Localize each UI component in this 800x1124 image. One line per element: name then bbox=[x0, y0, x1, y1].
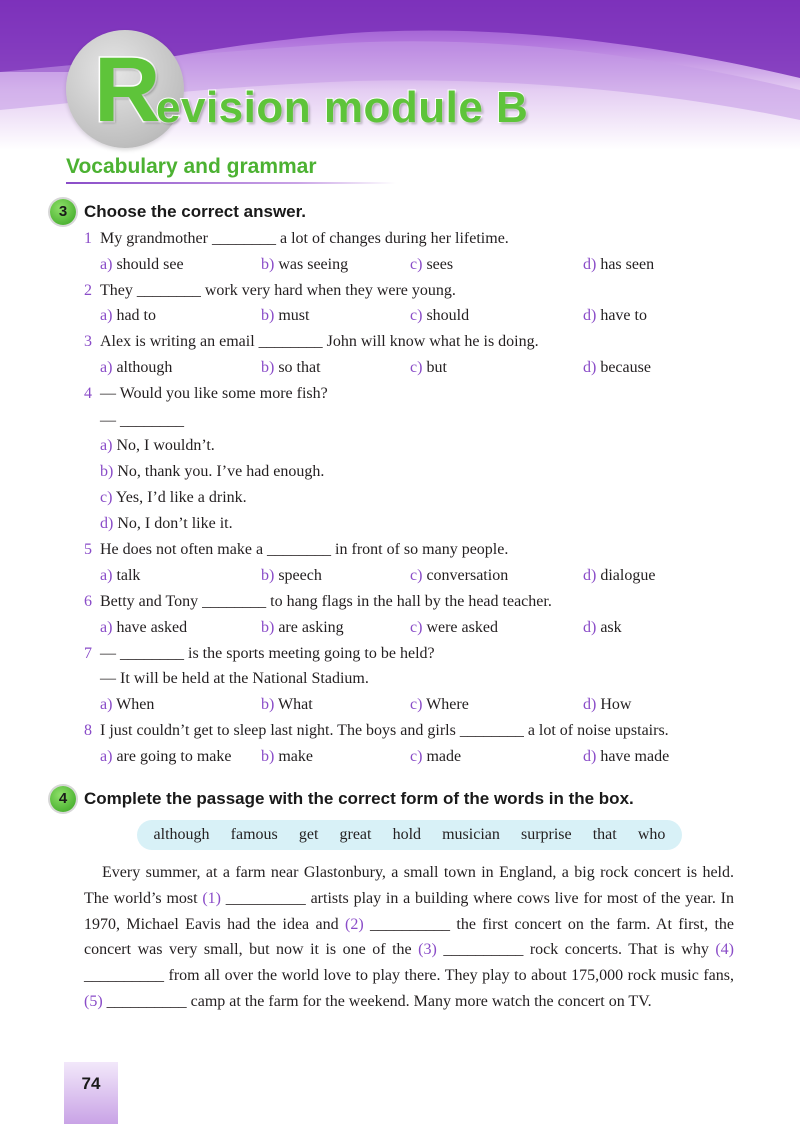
question-number: 7 bbox=[84, 645, 92, 662]
exercise-4-badge: 4 bbox=[50, 786, 76, 812]
q5-option-a: a) talk bbox=[100, 567, 141, 584]
passage-paragraph: Every summer, at a farm near Glastonbury, a small town in England, a big rock concert is held. The world’s most (1) __________ artists play in a building where cows live for most of the year. In 1970, Michael Eavis had the idea and (2) __________ the first concert on the farm. At first, the concert was very small, but now it is one of the (3) __________ rock concerts. That is why (4) __________ from all over the world love to play there. They play to about 175,000 rock music fans, (5) __________ camp at the farm for the weekend. Many more watch the concert on TV. bbox=[84, 864, 734, 1010]
q8-option-b: b) make bbox=[261, 748, 313, 765]
q7-option-d: d) How bbox=[583, 696, 632, 713]
word-box-item: great bbox=[339, 826, 372, 843]
question-number: 4 bbox=[84, 385, 92, 402]
blank-number: (4) bbox=[715, 941, 734, 959]
q4-option-d: d) No, I don’t like it. bbox=[100, 515, 233, 532]
q3-option-b: b) so that bbox=[261, 359, 321, 376]
question-4 bbox=[84, 384, 328, 404]
blank-number: (5) bbox=[84, 992, 103, 1010]
q7-option-c: c) Where bbox=[410, 696, 469, 713]
word-box-item: surprise bbox=[520, 826, 572, 843]
question-number: 2 bbox=[84, 282, 92, 299]
question-text: — ________ is the sports meeting going to be held? bbox=[100, 645, 435, 662]
question-text: Betty and Tony ________ to hang flags in the hall by the head teacher. bbox=[100, 593, 552, 610]
question-text: They ________ work very hard when they were young. bbox=[100, 282, 456, 299]
word-box-item: get bbox=[298, 826, 319, 843]
question-8 bbox=[84, 721, 669, 741]
page-number: 74 bbox=[81, 1074, 101, 1093]
question-1 bbox=[84, 229, 509, 249]
q1-option-c: c) sees bbox=[410, 256, 454, 273]
q3-option-c: c) but bbox=[410, 359, 447, 376]
q2-option-d: d) have to bbox=[583, 307, 647, 324]
question-7-response: — It will be held at the National Stadium. bbox=[100, 670, 369, 687]
q5-option-b: b) speech bbox=[261, 567, 322, 584]
question-number: 1 bbox=[84, 230, 92, 247]
q1-option-d: d) has seen bbox=[583, 256, 655, 273]
page-title: evision module B bbox=[156, 83, 529, 132]
question-number: 8 bbox=[84, 722, 92, 739]
q3-option-d: d) because bbox=[583, 359, 651, 376]
question-7 bbox=[84, 644, 435, 664]
question-number: 6 bbox=[84, 593, 92, 610]
blank-number: (1) bbox=[202, 889, 221, 907]
word-box-item: musician bbox=[442, 826, 500, 843]
q5-option-c: c) conversation bbox=[410, 567, 509, 584]
question-2 bbox=[84, 281, 456, 301]
q1-option-a: a) should see bbox=[100, 256, 184, 273]
q7-option-a: a) When bbox=[100, 696, 155, 713]
question-text: Alex is writing an email ________ John will know what he is doing. bbox=[100, 333, 539, 350]
q2-option-b: b) must bbox=[261, 307, 310, 324]
word-box-item: who bbox=[637, 826, 666, 843]
question-text: I just couldn’t get to sleep last night. The boys and girls ________ a lot of noise upstairs. bbox=[100, 722, 669, 739]
q1-option-b: b) was seeing bbox=[261, 256, 349, 273]
question-text: He does not often make a ________ in front of so many people. bbox=[100, 541, 509, 558]
question-3 bbox=[84, 332, 539, 352]
q4-option-c: c) Yes, I’d like a drink. bbox=[100, 489, 247, 506]
q8-option-c: c) made bbox=[410, 748, 462, 765]
q5-option-d: d) dialogue bbox=[583, 567, 656, 584]
q6-option-b: b) are asking bbox=[261, 619, 344, 636]
question-4-response: — ________ bbox=[100, 412, 184, 429]
question-text: My grandmother ________ a lot of changes during her lifetime. bbox=[100, 230, 509, 247]
exercise-3-badge: 3 bbox=[50, 199, 76, 225]
q8-option-d: d) have made bbox=[583, 748, 670, 765]
section-underline bbox=[66, 182, 396, 184]
question-6 bbox=[84, 592, 552, 612]
q2-option-a: a) had to bbox=[100, 307, 156, 324]
q7-option-b: b) What bbox=[261, 696, 313, 713]
question-number: 5 bbox=[84, 541, 92, 558]
word-box bbox=[137, 820, 682, 850]
q6-option-d: d) ask bbox=[583, 619, 622, 636]
q8-option-a: a) are going to make bbox=[100, 748, 232, 765]
q3-option-a: a) although bbox=[100, 359, 173, 376]
q6-option-a: a) have asked bbox=[100, 619, 188, 636]
q4-option-b: b) No, thank you. I’ve had enough. bbox=[100, 463, 325, 480]
word-box-item: famous bbox=[230, 826, 278, 843]
exercise-4-instruction: Complete the passage with the correct form of the words in the box. bbox=[84, 789, 634, 808]
word-box-item: although bbox=[153, 826, 210, 843]
q6-option-c: c) were asked bbox=[410, 619, 498, 636]
word-box-item: that bbox=[592, 826, 617, 843]
question-text: — Would you like some more fish? bbox=[100, 385, 328, 402]
passage bbox=[84, 860, 734, 1015]
word-box-item: hold bbox=[392, 826, 422, 843]
blank-number: (2) bbox=[345, 915, 364, 933]
question-number: 3 bbox=[84, 333, 92, 350]
title-initial: R bbox=[94, 39, 161, 141]
question-5 bbox=[84, 540, 508, 560]
blank-number: (3) bbox=[418, 941, 437, 959]
q4-option-a: a) No, I wouldn’t. bbox=[100, 437, 215, 454]
section-title: Vocabulary and grammar bbox=[66, 155, 317, 178]
q2-option-c: c) should bbox=[410, 307, 470, 324]
exercise-3-instruction: Choose the correct answer. bbox=[84, 202, 307, 221]
